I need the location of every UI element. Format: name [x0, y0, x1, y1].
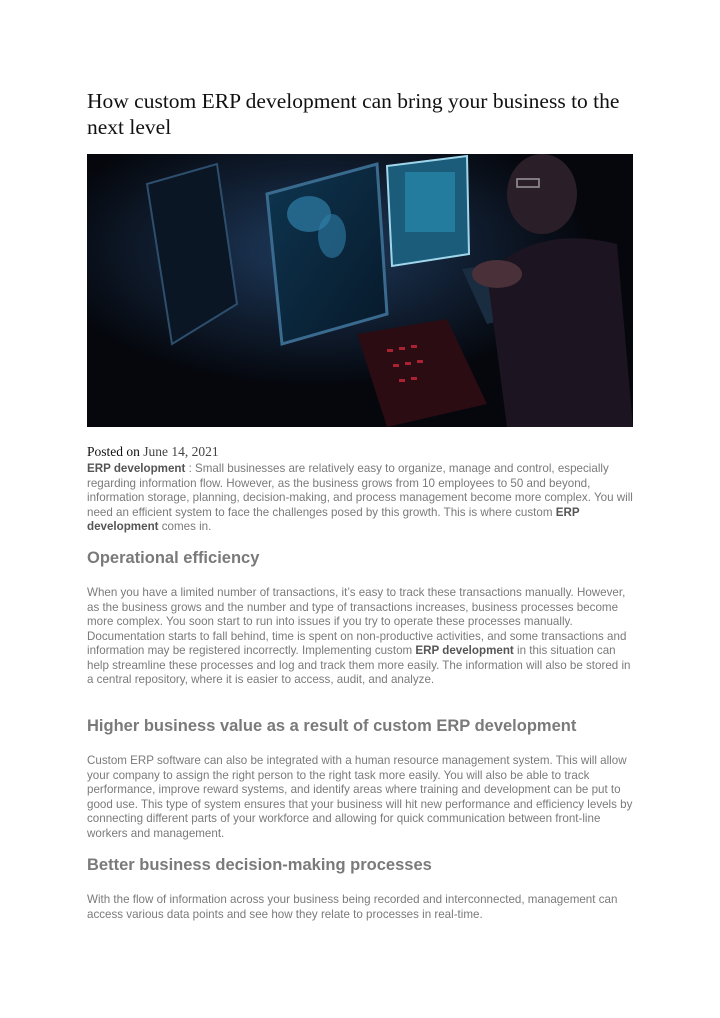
keyword-link[interactable]: ERP development [87, 505, 580, 533]
article-title: How custom ERP development can bring your business to the next level [87, 89, 620, 139]
intro-text-1: : Small businesses are relatively easy to organize, manage and control, especially regarding information flow. However, as the business grows from 10 employees to 50 and beyond, information storage, planning, decision-making, and process management become more complex. You will need an efficient system to face the challenges posed by this growth. This is where custom [87, 462, 633, 519]
section-paragraph: With the flow of information across your business being recorded and interconnected, management can access various data points and see how they relate to processes in real-time. [87, 893, 618, 921]
posted-date: June 14, 2021 [143, 444, 219, 459]
section-paragraph [87, 586, 635, 688]
intro-paragraph [87, 462, 635, 535]
section-heading: Operational efficiency [87, 549, 260, 567]
section-text-1: When you have a limited number of transactions, it’s easy to track these transactions manually. However, as the business grows and the number and type of transactions increases, business processes become more complex. You soon start to run into issues if you try to operate these processes manually. Documentation starts to fall behind, time is spent on non-productive activities, and some transactions and information may be registered incorrectly. Implementing custom [87, 586, 627, 657]
keyword-link[interactable]: ERP development [415, 644, 514, 657]
posted-label: Posted on [87, 444, 140, 459]
hero-image [87, 154, 633, 427]
keyword-link[interactable]: ERP development [87, 462, 186, 475]
section-text-2: in this situation can help streamline these processes and log and track them more easily. The information will also be stored in a central repository, where it is easier to access, audit, and analyze. [87, 644, 631, 686]
post-meta [87, 444, 219, 460]
intro-text-2: comes in. [158, 520, 212, 533]
section-paragraph: Custom ERP software can also be integrated with a human resource management system. This will allow your company to assign the right person to the right task more easily. You will also be able to track performance, improve reward systems, and identify areas where training and development can be put to good use. This type of system ensures that your business will hit new performance and efficiency levels by connecting different parts of your workforce and allowing for quick communication between front-line workers and management. [87, 754, 633, 840]
section-heading: Better business decision-making processes [87, 856, 432, 874]
section-heading: Higher business value as a result of custom ERP development [87, 717, 577, 735]
